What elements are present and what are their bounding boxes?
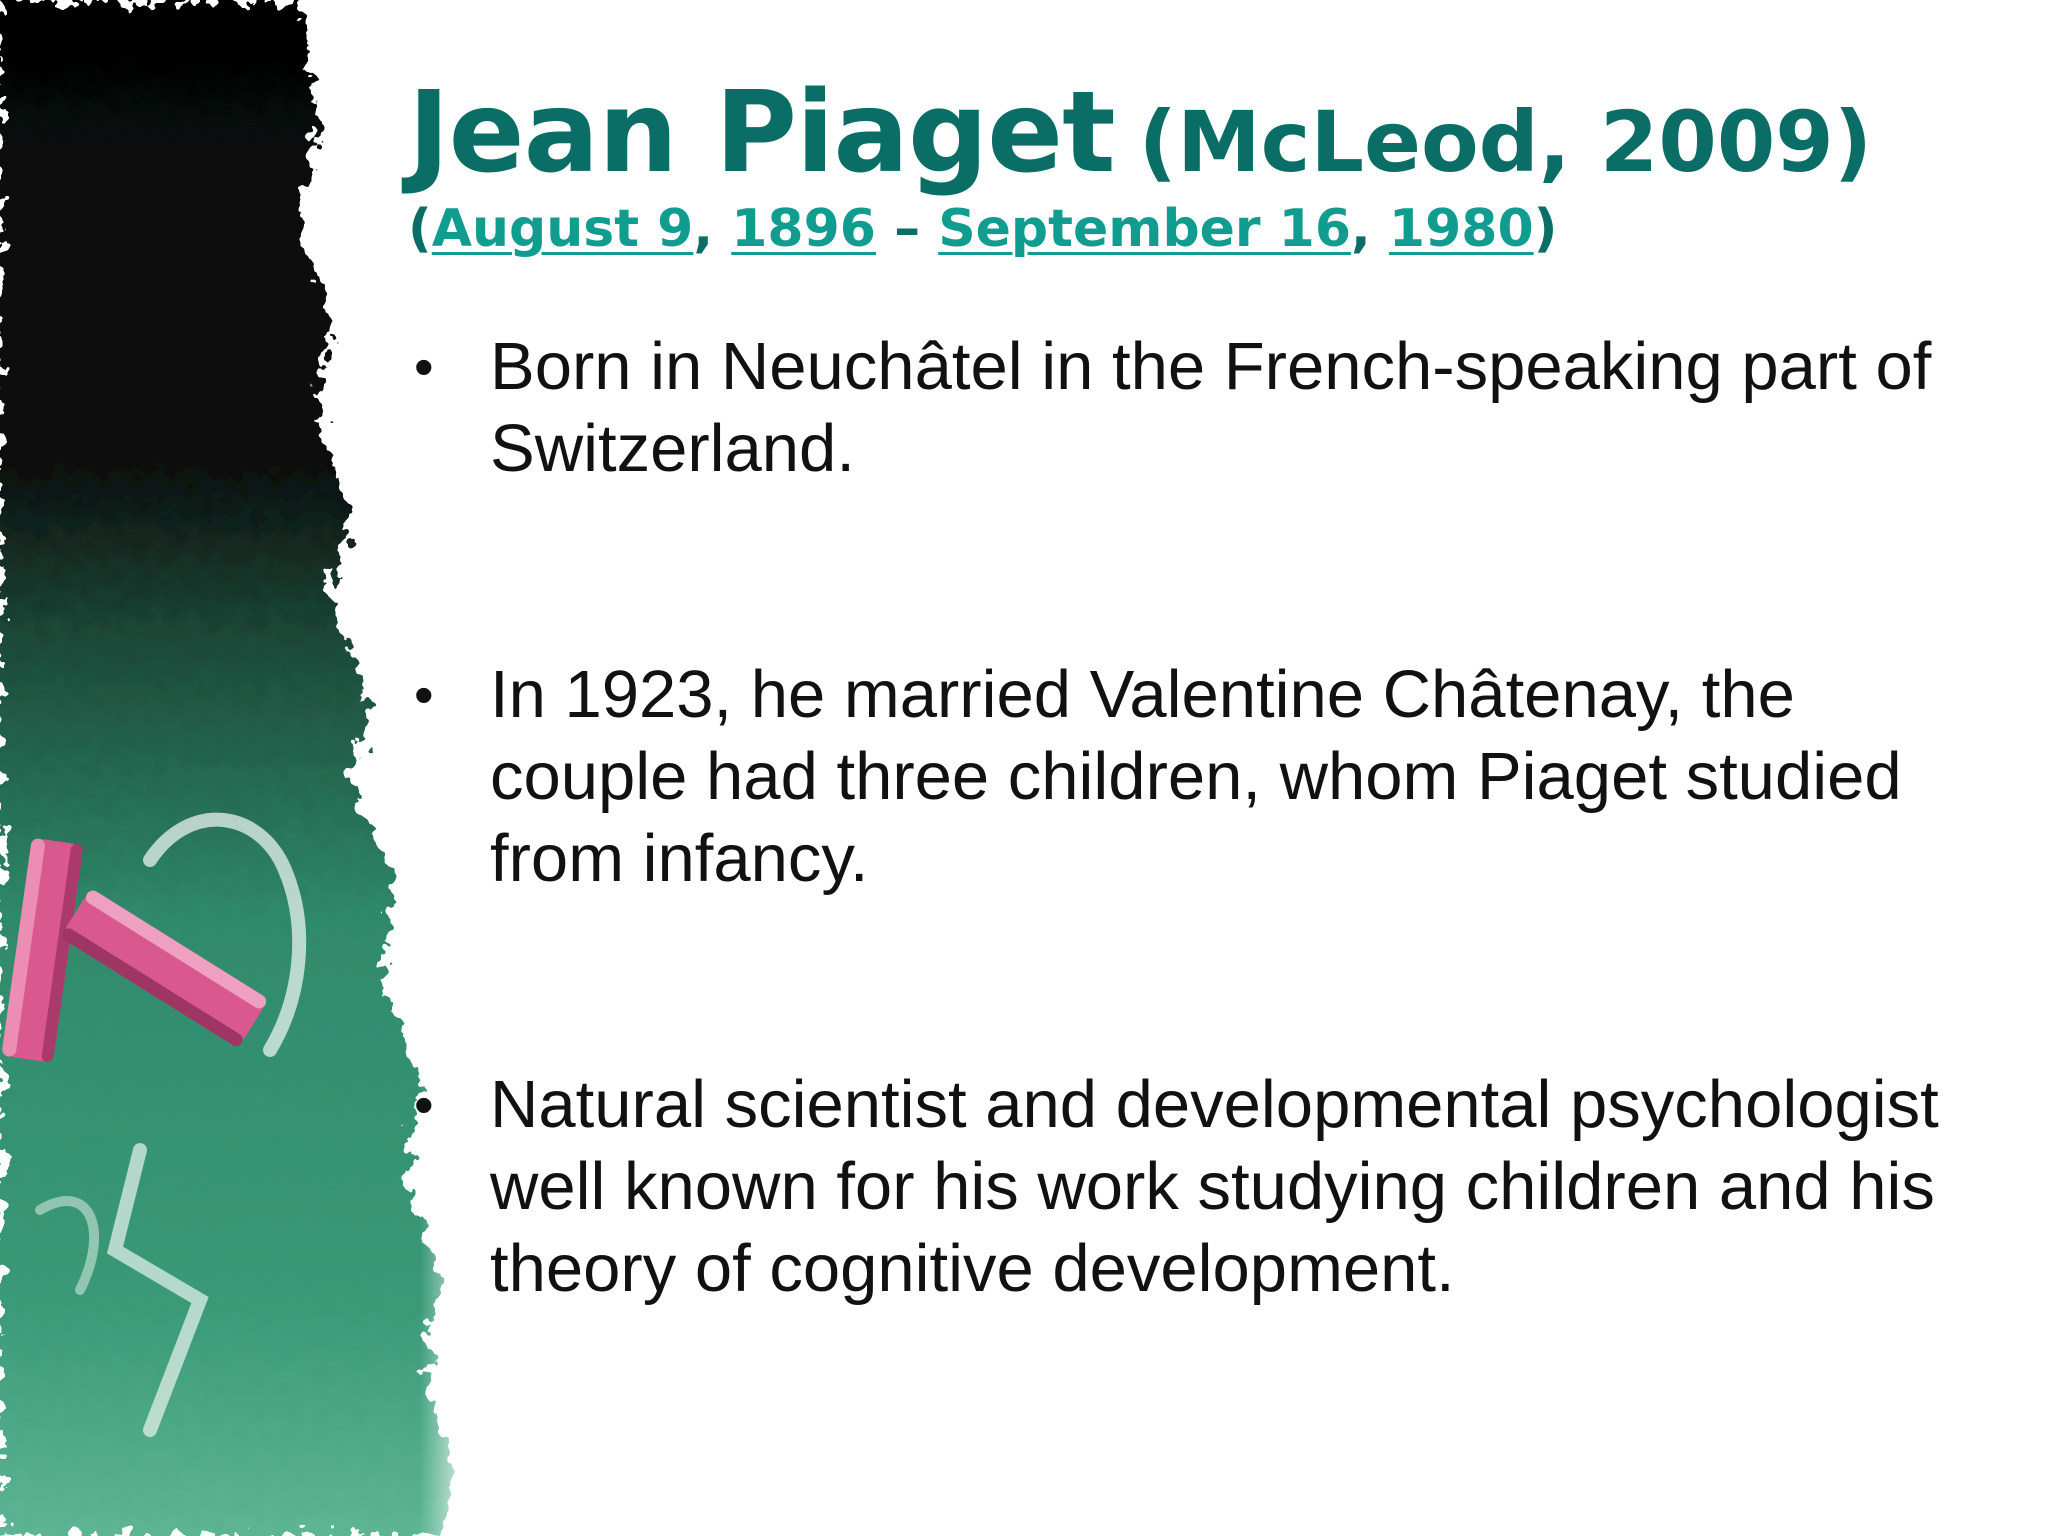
bullet-item [408,654,1968,900]
bullet-item [408,326,1968,490]
slide-title [408,68,2008,198]
lifespan-dates [408,199,2008,259]
bullet-icon: • [414,335,434,398]
birth-date-link[interactable]: August 9 [431,199,694,260]
separator: , [693,199,732,260]
dash: – [875,199,939,260]
separator: , [1351,199,1389,260]
bullet-text: Born in Neuchâtel in the French-speaking part of Switzerland. [490,329,1932,486]
bullet-text: In 1923, he married Valentine Châtenay, the couple had three children, whom Piaget studied from infancy. [490,657,1902,896]
bullet-text: Natural scientist and developmental psychologist well known for his work studying children and his theory of cognitive development. [490,1067,1939,1306]
bullet-icon: • [414,1073,434,1136]
birth-year-link[interactable]: 1896 [731,199,876,260]
close-paren: ) [1533,199,1558,260]
bullet-list [408,326,1968,1310]
death-year-link[interactable]: 1980 [1388,199,1534,260]
title-block [408,68,2008,260]
death-date-link[interactable]: September 16 [938,199,1352,260]
bullet-icon: • [414,663,434,726]
open-paren: ( [408,199,432,260]
title-citation: (McLeod, 2009) [1138,93,1873,191]
bullet-item [408,1064,1968,1310]
title-name: Jean Piaget [408,68,1115,198]
